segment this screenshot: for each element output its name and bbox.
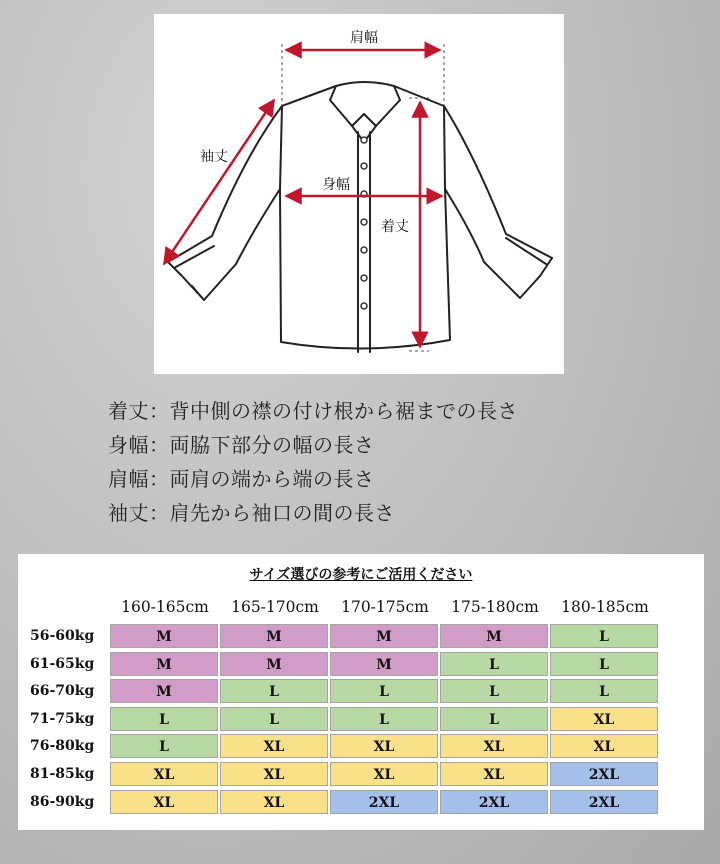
size-cell: 2XL bbox=[330, 790, 438, 814]
size-cell: M bbox=[220, 624, 328, 648]
column-header: 165-170cm bbox=[231, 598, 319, 616]
size-cell: XL bbox=[440, 762, 548, 786]
size-cell: XL bbox=[330, 734, 438, 758]
size-cell: L bbox=[440, 652, 548, 676]
column-header: 170-175cm bbox=[341, 598, 429, 616]
shirt-buttons bbox=[361, 137, 367, 309]
size-cell: XL bbox=[440, 734, 548, 758]
definition-term: 身幅 bbox=[108, 433, 149, 457]
size-chart bbox=[18, 554, 704, 830]
row-header: 71-75kg bbox=[30, 710, 95, 727]
sleeve-label: 袖丈 bbox=[200, 149, 228, 165]
size-cell: XL bbox=[220, 734, 328, 758]
size-cell: L bbox=[220, 707, 328, 731]
measurement-definitions bbox=[108, 394, 518, 530]
size-cell: M bbox=[220, 652, 328, 676]
size-cell: 2XL bbox=[550, 790, 658, 814]
measurement-arrows bbox=[164, 50, 442, 347]
row-header: 76-80kg bbox=[30, 738, 95, 755]
size-cell: L bbox=[550, 679, 658, 703]
size-cell: M bbox=[110, 624, 218, 648]
size-cell: L bbox=[550, 624, 658, 648]
definition-text: 両肩の端から端の長さ bbox=[169, 467, 375, 491]
size-cell: L bbox=[440, 707, 548, 731]
definition-sleeve bbox=[108, 496, 518, 530]
size-cell: L bbox=[110, 734, 218, 758]
definition-term: 着丈 bbox=[108, 399, 149, 423]
definition-separator: ： bbox=[149, 433, 170, 457]
size-cell: L bbox=[550, 652, 658, 676]
definition-separator: ： bbox=[149, 501, 170, 525]
size-cell: 2XL bbox=[550, 762, 658, 786]
definition-shoulder bbox=[108, 462, 518, 496]
size-cell: XL bbox=[220, 762, 328, 786]
size-cell: M bbox=[110, 679, 218, 703]
size-cell: L bbox=[220, 679, 328, 703]
chest-label: 身幅 bbox=[322, 177, 350, 193]
definition-separator: ： bbox=[149, 399, 170, 423]
column-header: 160-165cm bbox=[121, 598, 209, 616]
size-cell: M bbox=[440, 624, 548, 648]
size-cell: 2XL bbox=[440, 790, 548, 814]
size-cell: L bbox=[330, 707, 438, 731]
size-cell: L bbox=[440, 679, 548, 703]
size-cell: M bbox=[330, 652, 438, 676]
definition-text: 肩先から袖口の間の長さ bbox=[169, 501, 395, 525]
definition-text: 両脇下部分の幅の長さ bbox=[169, 433, 375, 457]
size-cell: XL bbox=[550, 707, 658, 731]
definition-separator: ： bbox=[149, 467, 170, 491]
size-cell: XL bbox=[330, 762, 438, 786]
size-cell: M bbox=[330, 624, 438, 648]
shirt-measurement-diagram bbox=[154, 14, 564, 374]
row-header: 81-85kg bbox=[30, 766, 95, 782]
length-label: 着丈 bbox=[381, 219, 409, 235]
definition-term: 袖丈 bbox=[108, 501, 149, 525]
row-header: 61-65kg bbox=[30, 655, 95, 672]
definition-term: 肩幅 bbox=[108, 467, 149, 491]
size-cell: XL bbox=[550, 734, 658, 758]
size-cell: L bbox=[330, 679, 438, 703]
definition-length bbox=[108, 394, 518, 428]
row-header: 66-70kg bbox=[30, 683, 95, 700]
shoulder-label: 肩幅 bbox=[350, 30, 378, 46]
size-cell: XL bbox=[110, 762, 218, 786]
column-header: 180-185cm bbox=[561, 598, 649, 616]
shirt-outline bbox=[168, 82, 552, 352]
definition-text: 背中側の襟の付け根から裾までの長さ bbox=[169, 399, 518, 423]
size-cell: XL bbox=[110, 790, 218, 814]
size-cell: L bbox=[110, 707, 218, 731]
size-chart-title: サイズ選びの参考にご活用ください bbox=[249, 567, 473, 583]
row-header: 56-60kg bbox=[30, 628, 95, 644]
shirt-illustration bbox=[154, 14, 564, 374]
column-header: 175-180cm bbox=[451, 598, 539, 616]
definition-chest bbox=[108, 428, 518, 462]
row-header: 86-90kg bbox=[30, 793, 95, 810]
sleeve-arrow bbox=[164, 100, 274, 264]
size-cell: XL bbox=[220, 790, 328, 814]
size-cell: M bbox=[110, 652, 218, 676]
